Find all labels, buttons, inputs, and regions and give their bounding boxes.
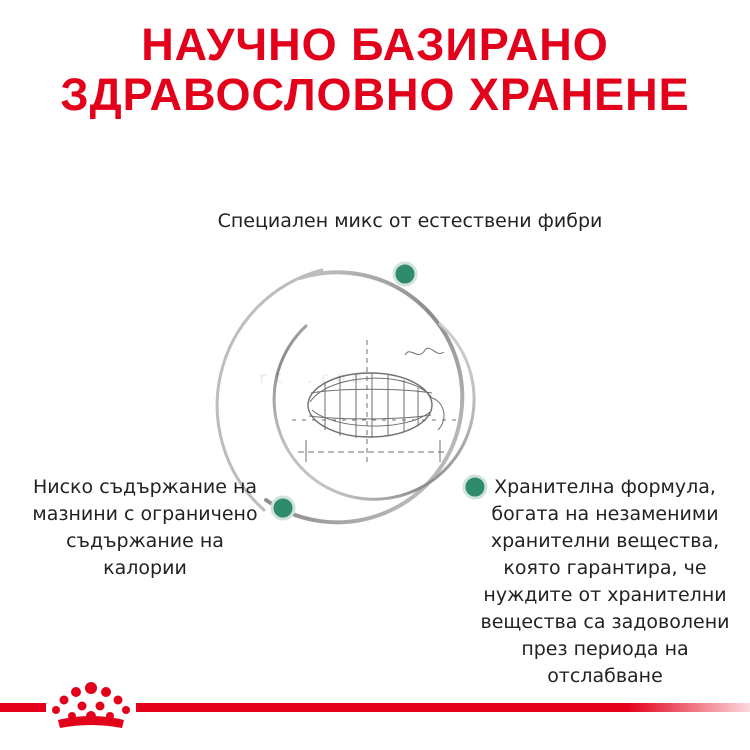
outer-ring-arc [266,272,462,522]
footer-bar-right [136,703,750,712]
watermark-text: rt .com [258,368,368,387]
accent-dot-left [272,497,294,519]
caption-low-fat: Ниско съдържание на мазнини с ограничено съдържание на калории [32,476,258,579]
footer-bar-left [0,703,46,712]
caption-nutrient-formula: Хранителна формула, богата на незаменими хранителни вещества, която гарантира, че нуждите от хранителни вещества са задоволени през периода на отслабване [480,476,730,687]
accent-dot-top [394,263,416,285]
headline-line-2: ЗДРАВОСЛОВНО ХРАНЕНЕ [60,69,690,120]
headline-line-1: НАУЧНО БАЗИРАНО [141,19,609,70]
caption-natural-fiber: Специален микс от естествени фибри [217,210,603,232]
royal-canin-crown-icon [48,676,134,736]
kibble-sketch-icon [292,340,460,462]
